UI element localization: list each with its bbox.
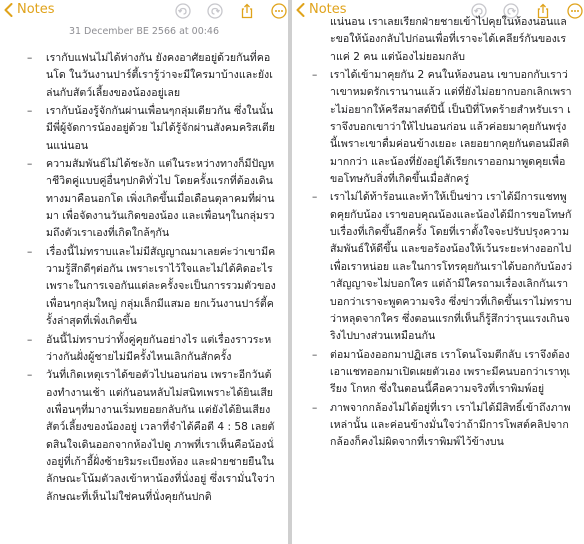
list-item[interactable]: – เรากับแฟนไม่ได้ห่างกัน ยังคงอาศัยอยู่ด้วยกันที่คอนโด ในวันงานปาร์ตี้เรารู้ว่าจะมีใครมาบ้างและยังเล่นกับสัตว์เลี้ยงของน้องอยู่เลย: [27, 52, 273, 99]
list-item-continuation[interactable]: แน่นอน เราเลยเรียกฝ่ายชายเข้าไปคุยในห้องนอนและขอให้น้องกลับไปก่อนเพื่อที่เราจะได้เคลียร์กันของเราแค่ 2 คน แต่น้องไม่ยอมกลับ: [330, 16, 567, 63]
note-timestamp: 31 December BE 2566 at 00:46: [68, 26, 220, 37]
list-item[interactable]: – ความสัมพันธ์ไม่ได้ชะงัก แต่ในระหว่างทางก็มีปัญหาชีวิตคู่แบบคู่อื่นๆปกติทั่วไป โดยครั้งแรกที่ต้องเดินทางมาคือนอกโด เพิ่งเกิดขึ้นเมื่อเดือนตุลาคมที่ผ่านมา เพื่อจัดงานวันเกิดของน้อง และเพื่อนๆในกลุ่มรวมถึงตัวเราเองที่เกิดใกล้ๆกัน: [27, 158, 275, 240]
undo-icon: [175, 3, 191, 19]
list-item[interactable]: – เรื่องนี้ไม่ทราบและไม่มีสัญญาณมาเลยค่ะว่าเขามีความรู้สึกดีๆต่อกัน เพราะเราไว้ใจและไม่ได้คิดอะไร เพราะในการเจอกันแต่ละครั้งจะเป็นการรวมตัวของเพื่อนๆกลุ่มใหญ่ กลุ่มเล็กมีแสมอ ยกเว้นงานปาร์ตี้ครั้งล่าสุดที่เพิ่งเกิดขึ้น: [27, 245, 276, 328]
undo-button[interactable]: [174, 2, 192, 20]
bullet-dash: –: [27, 158, 33, 171]
bullet-dash: –: [27, 52, 33, 64]
bullet-dash: –: [27, 105, 33, 118]
note-list-left: [0, 50, 288, 507]
more-button[interactable]: [270, 2, 288, 20]
more-icon: [271, 3, 287, 19]
list-item[interactable]: – ภาพจากกล้องไม่ได้อยู่ที่เรา เราไม่ได้มีสิทธิ์เข้าถึงภาพเหล่านั้น และค่อนข้างมั่นใจว่าถ้ามีการโพสต์คลิปจากกล้องก็คงไม่ผิดจากที่เราพิมพ์ไว้ข้างบน: [312, 401, 571, 449]
share-button[interactable]: [238, 2, 256, 20]
bullet-dash: –: [312, 69, 318, 82]
bullet-dash: –: [312, 348, 318, 361]
back-button[interactable]: [4, 2, 55, 17]
list-item[interactable]: – อันนี้ไม่ทราบว่าทั้งคู่คุยกันอย่างไร แต่เรื่องราวระหว่างกันฝั่งผู้ชายไม่มีครั้งไหนเลิกกันสักครั้ง: [27, 333, 272, 363]
toolbar: [0, 0, 288, 22]
note-list-right: [292, 14, 584, 453]
back-label: Notes: [309, 2, 347, 17]
redo-button[interactable]: [206, 2, 224, 20]
list-item[interactable]: – เราไม่ได้ท้าร้อนและท้าให้เป็นข่าว เราได้มีการแชทพูดคุยกับน้อง เราขอบคุณน้องและน้องได้มีการขอโทษกับเรื่องที่เกิดขึ้นอีกครั้ง โดยที่เราตั้งใจจะปรับปรุงความสัมพันธ์ให้ดีขึ้น และขอร้องน้องให้เว้นระยะห่างออกไปเพื่อเราหน่อย และในการโทรคุยกันเราได้บอกกับน้องว่าสัญญาจะไม่บอกใคร แต่ถ้ามีใครถามเรื่องเลิกกันเราบอกว่าเราจะพูดความจริง ซึ่งข่าวที่เกิดขึ้นเราไม่ทราบว่าหลุดจากใคร ซึ่งตอนแรกที่เห็นก็รู้สึกว่ารุนแรงเกินจริงไปบางส่วนเหมือนกัน: [312, 191, 573, 343]
list-item[interactable]: – เรากับน้องรู้จักกันผ่านเพื่อนๆกลุ่มเดียวกัน ซึ่งในนั้นมีพี่ผู้จัดการน้องอยู่ด้วย ไม่ได้รู้จักผ่านสังคมคริสเตียนแน่นอน: [27, 105, 275, 152]
bullet-dash: –: [27, 245, 33, 258]
bullet-dash: –: [312, 191, 318, 204]
bullet-dash: –: [312, 401, 318, 414]
list-item[interactable]: – วันที่เกิดเหตุเราได้ขอตัวไปนอนก่อน เพราะอีกวันต้องทำงานเช้า แต่กันอนหลับไม่สนิทเพราะได้ยินเสียงเพื่อนๆที่มางานเริ่มทยอยกลับกัน แต่ยังได้ยินเสียงสัตว์เลี้ยงของน้องอยู่ เวลาที่จำได้คือตี 4 : 58 เลยตัดสินใจเดินออกจากห้องไปดู ภาพที่เราเห็นคือน้องนั่งอยู่ที่เก้าอี้ฝั่งซ้ายริมระเบียงห้อง และฝ่ายชายยืนในลักษณะโน้มตัวลงเข้าหาน้องที่นั่งอยู่ ซึ่งเรามั่นใจว่าลักษณะที่เห็นไม่ใช่คนที่นั่งคุยกันปกติ: [27, 369, 275, 503]
back-label: Notes: [17, 2, 55, 17]
note-pane-left: [0, 0, 288, 544]
share-icon: [239, 3, 255, 19]
redo-icon: [207, 3, 223, 19]
toolbar-actions: [174, 2, 288, 20]
bullet-dash: –: [27, 369, 33, 382]
chevron-left-icon: [4, 3, 13, 17]
bullet-dash: –: [27, 333, 33, 346]
list-item[interactable]: – ต่อมาน้องออกมาปฏิเสธ เราโดนโจมตีกลับ เราจึงต้องเอาแชทออกมาเปิดเผยตัวเอง เพราะมีคนบอกว่าเราทุเรียง โกหก ซึ่งในตอนนี้คือความจริงที่เราพิมพ์อยู่: [312, 348, 571, 396]
note-pane-right: [292, 0, 584, 544]
list-item[interactable]: – เราได้เข้ามาคุยกัน 2 คนในห้องนอน เขาบอกกับเราว่าเขาหมดรักเรานานแล้ว แต่ที่ยังไม่อยากบอกเลิกเพราะไม่อยากให้ครีสมาสต์ปีนี้ เป็นปีที่โหดร้ายสำหรับเรา เราจึงบอกเขาว่าให้ไปนอนก่อน แล้วค่อยมาคุยกันพรุ่งนี้เพราะเขาดื่มค่อนข้างเยอะ เลยอยากคุยกันตอนมีสติมากกว่า และน้องที่ยังอยู่ได้เรียกเราออกมาพูดคุยเพื่อขอโทษกับสิ่งที่เกิดขึ้นเมื่อสักครู่: [312, 69, 572, 186]
